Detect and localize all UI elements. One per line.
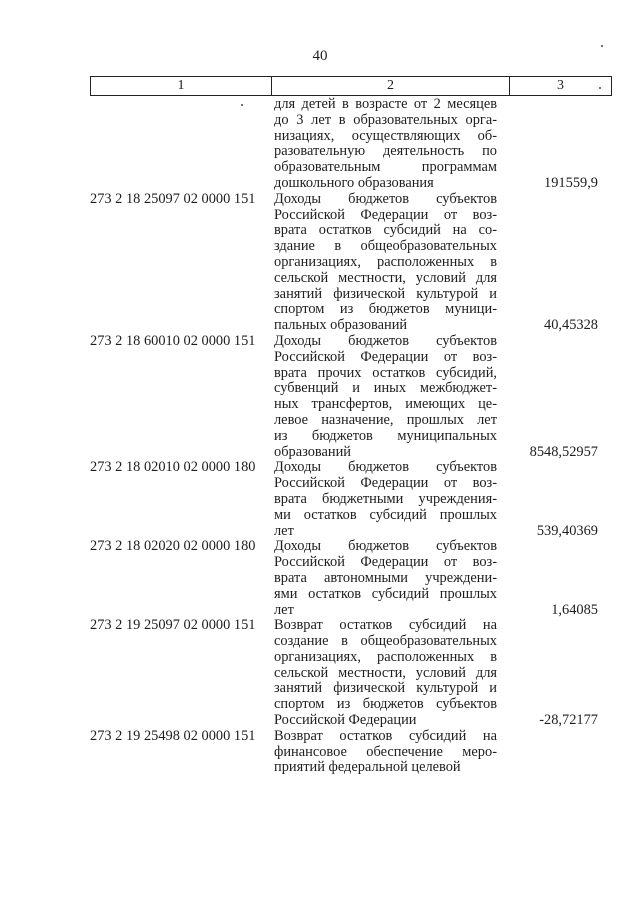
table-row [90, 618, 610, 729]
description-line: приятий федеральной целевой [274, 759, 461, 776]
revenue-description [270, 729, 497, 776]
description-line: до 3 лет в образовательных орга- [274, 111, 497, 128]
revenue-description [270, 334, 497, 460]
description-line: дошкольного образования [274, 174, 434, 191]
table-row [90, 192, 610, 334]
description-line: левое назначение, прошлых лет [274, 411, 497, 428]
table-row [90, 460, 610, 539]
description-line: ми остатков субсидий прошлых [274, 506, 497, 523]
description-line: финансовое обеспечение меро- [274, 743, 497, 760]
description-line: ями остатков субсидий прошлых [274, 585, 497, 602]
description-line: образовательным программам [274, 159, 497, 176]
description-line: организациях, расположенных в [274, 253, 497, 270]
description-line: создание в общеобразовательных [274, 633, 497, 650]
scan-speck [599, 87, 601, 89]
amount-value: 539,40369 [536, 522, 598, 539]
description-line: спортом из бюджетов муници- [274, 301, 497, 318]
table-row [90, 539, 610, 618]
scan-speck [601, 45, 603, 47]
description-line: Российской Федерации от воз- [274, 348, 497, 365]
amount-value: 8548,52957 [529, 443, 598, 460]
budget-code: 273 2 18 25097 02 0000 151 [90, 190, 256, 207]
description-line: пальных образований [274, 317, 408, 334]
budget-code [90, 97, 270, 192]
description-line: Доходы бюджетов субъектов [274, 190, 497, 207]
amount-value: -28,72177 [539, 712, 598, 729]
scan-speck [241, 104, 243, 106]
description-line: Возврат остатков субсидий на [274, 727, 497, 744]
budget-code: 273 2 19 25498 02 0000 151 [90, 727, 256, 744]
description-line: ных трансфертов, имеющих це- [274, 396, 497, 413]
description-line: занятий физической культурой и [274, 680, 497, 697]
description-line: Российской Федерации от воз- [274, 475, 497, 492]
description-line: Российской Федерации от воз- [274, 206, 497, 223]
description-line: врата автономными учреждени- [274, 569, 497, 586]
table-row [90, 334, 610, 460]
description-line: из бюджетов муниципальных [274, 427, 497, 444]
budget-code: 273 2 19 25097 02 0000 151 [90, 617, 256, 634]
description-line: Доходы бюджетов субъектов [274, 538, 497, 555]
header-col-1: 1 [91, 77, 272, 95]
description-line: здание в общеобразовательных [274, 238, 497, 255]
description-line: врата бюджетными учреждения- [274, 490, 497, 507]
description-line: Российской Федерации [274, 712, 417, 729]
description-line: Доходы бюджетов субъектов [274, 459, 497, 476]
description-line: для детей в возрасте от 2 месяцев [274, 96, 497, 112]
amount-value: 1,64085 [551, 601, 598, 618]
description-line: врата прочих остатков субсидий, [274, 364, 497, 381]
description-line: организациях, расположенных в [274, 648, 497, 665]
revenue-description [270, 97, 497, 192]
revenue-description [270, 192, 497, 334]
header-col-3: 3 [557, 78, 564, 93]
description-line: Российской Федерации от воз- [274, 554, 497, 571]
description-line: субвенций и иных межбюджет- [274, 380, 497, 397]
revenue-description [270, 460, 497, 539]
description-line: лет [274, 522, 294, 539]
description-line: спортом из бюджетов субъектов [274, 696, 497, 713]
table-row [90, 729, 610, 776]
table-body [90, 97, 610, 776]
header-col-2: 2 [272, 77, 510, 95]
description-line: врата остатков субсидий на со- [274, 222, 497, 239]
description-line: Возврат остатков субсидий на [274, 617, 497, 634]
amount-value [497, 729, 610, 776]
budget-code: 273 2 18 02020 02 0000 180 [90, 538, 256, 555]
revenue-description [270, 539, 497, 618]
amount-value: 40,45328 [544, 317, 598, 334]
table-row [90, 97, 610, 192]
description-line: лет [274, 601, 294, 618]
description-line: низациях, осуществляющих об- [274, 127, 497, 144]
description-line: Доходы бюджетов субъектов [274, 332, 497, 349]
description-line: образований [274, 443, 351, 460]
description-line: занятий физической культурой и [274, 285, 497, 302]
page-number: 40 [312, 48, 328, 64]
description-line: сельской местности, условий для [274, 664, 497, 681]
description-line: разовательную деятельность по [274, 143, 497, 160]
amount-value: 191559,9 [544, 174, 598, 191]
budget-code: 273 2 18 60010 02 0000 151 [90, 332, 256, 349]
revenue-description [270, 618, 497, 729]
table-header [90, 76, 612, 96]
budget-code: 273 2 18 02010 02 0000 180 [90, 459, 256, 476]
description-line: сельской местности, условий для [274, 269, 497, 286]
